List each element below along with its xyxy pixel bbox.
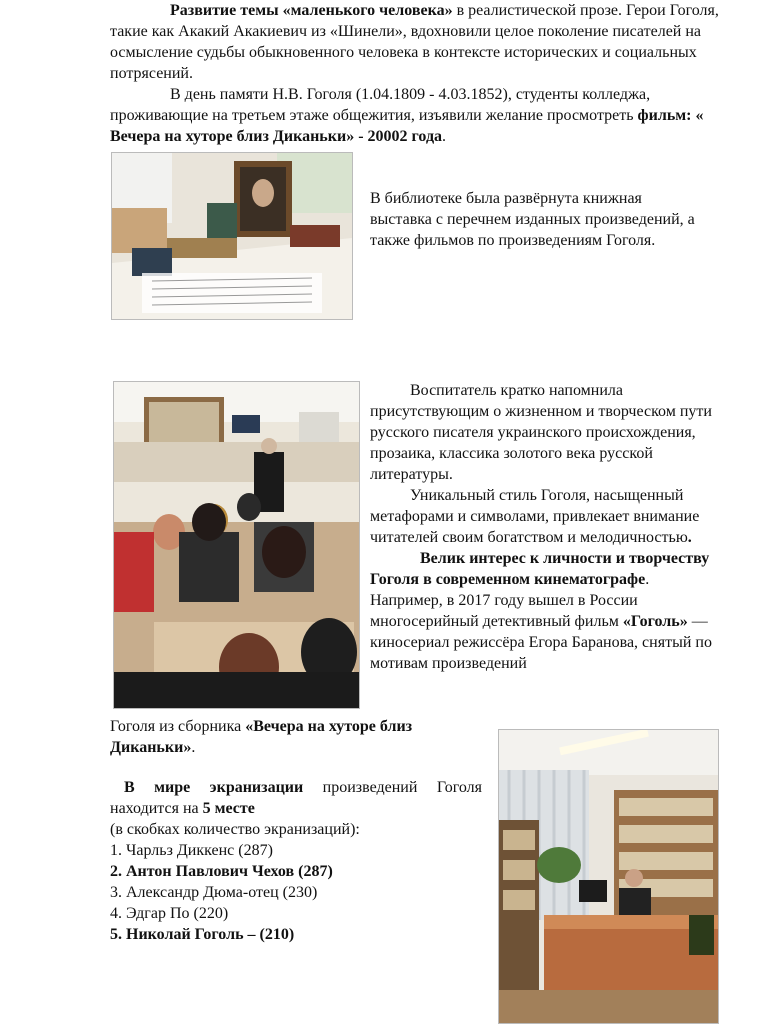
ranking-item: 4. Эдгар По (220) <box>110 905 229 922</box>
ranking-note: (в скобках количество экранизаций): <box>110 821 360 838</box>
style-paragraph: Уникальный стиль Гоголя, насыщенный метафорами и символами, привлекает внимание читателей своим богатством и мелодичностью. <box>370 487 700 546</box>
ranking-lead: В мире экранизации произведений Гоголя находится на 5 месте <box>110 779 482 817</box>
photo-library <box>498 729 719 1024</box>
photo-classroom <box>113 381 360 709</box>
ranking-item: 5. Николай Гоголь – (210) <box>110 926 295 943</box>
paragraph-little-man: Развитие темы «маленького человека» в реалистической прозе. Герои Гоголя, такие как Акакий Акакиевич из «Шинели», вдохновили целое поколение писателей на осмысление судьбы обыкновенного человека в контексте исторических и социальных потрясений. <box>110 2 719 82</box>
exhibition-text: В библиотеке была развёрнута книжная выставка с перечнем изданных произведений, а также фильмов по произведениям Гоголя. <box>370 190 695 249</box>
ranking-item: 3. Александр Дюма-отец (230) <box>110 884 318 901</box>
intro-block <box>110 0 730 147</box>
example-paragraph: Например, в 2017 году вышел в России многосерийный детективный фильм «Гоголь» — киносериал режиссёра Егора Баранова, снятый по мотивам произведений <box>370 592 712 672</box>
adaptations-ranking <box>110 777 482 945</box>
right-column <box>370 380 730 674</box>
paragraph-memorial-day: В день памяти Н.В. Гоголя (1.04.1809 - 4.03.1852), студенты колледжа, проживающие на третьем этаже общежития, изъявили желание просмотреть фильм: « Вечера на хуторе близ Диканьки» - 20002 года. <box>110 86 704 145</box>
ranking-item: 2. Антон Павлович Чехов (287) <box>110 863 333 880</box>
photo-book-exhibition <box>111 152 353 320</box>
collection-line: Гоголя из сборника «Вечера на хуторе близ Диканьки». <box>110 718 413 756</box>
ranking-item: 1. Чарльз Диккенс (287) <box>110 842 273 859</box>
teacher-paragraph: Воспитатель кратко напомнила присутствующим о жизненном и творческом пути русского писателя украинского происхождения, прозаика, классика золотого века русской литературы. <box>370 382 712 483</box>
interest-heading: Велик интерес к личности и творчеству Гоголя в современном кинематографе. <box>370 550 710 588</box>
